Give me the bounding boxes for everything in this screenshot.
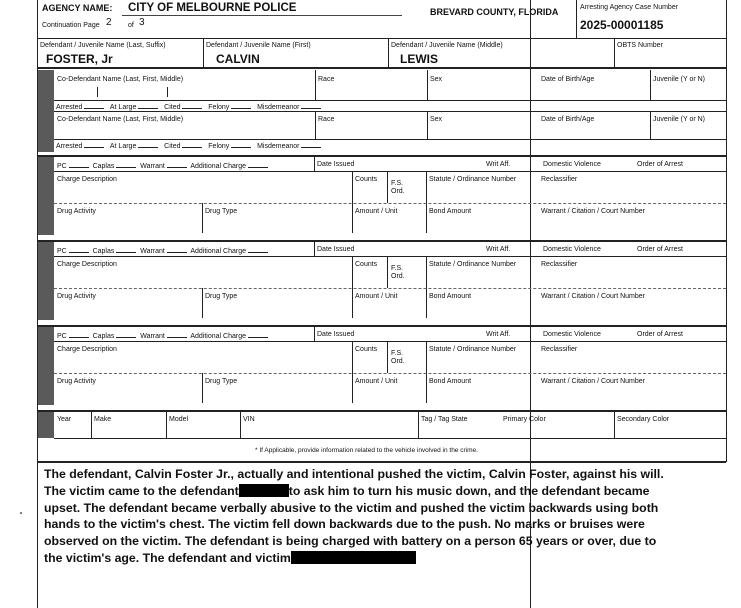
counts-label: Counts [355,176,378,183]
fs-label-3: F.S. [391,350,404,357]
charge1-type-row [57,161,268,170]
charge3-divider-statute [426,341,427,403]
narrative-text [44,466,724,567]
codefendant-name-label-2: Co-Defendant Name (Last, First, Middle) [57,116,184,123]
domestic-violence-label: Domestic Violence [543,161,601,168]
bond-amount-label-3: Bond Amount [429,378,472,385]
codefendant-sex-label: Sex [430,76,443,83]
domestic-violence-label-3: Domestic Violence [543,331,601,338]
county-label: BREVARD COUNTY, FLORIDA [430,7,559,17]
charge2-drug-rule [54,288,726,289]
charge2-type-row [57,246,268,255]
defendant-middle-label: Defendant / Juvenile Name (Middle) [391,42,503,49]
defendant-middle-value: LEWIS [400,52,438,66]
bond-amount-label-2: Bond Amount [429,293,472,300]
charge1-sidebar [38,157,54,235]
capias-blank-2 [116,246,136,253]
charge2-divider-drugtype [202,288,203,318]
case-number-divider [576,0,577,38]
charge-description-label-2: Charge Description [57,261,117,268]
drug-activity-label-2: Drug Activity [57,293,96,300]
cd-divider-race [315,70,316,100]
bond-amount-label: Bond Amount [429,208,472,215]
vehicle-year-label: Year [57,416,72,423]
capias-label-3: Caplas [92,333,115,340]
agency-underline [122,15,402,16]
vehicle-divider-vin [240,412,241,438]
vehicle-primary-color-label: Primary Color [503,416,546,423]
charge1-divider-date [314,157,315,171]
order-of-arrest-label-2: Order of Arrest [637,246,683,253]
additional-blank [248,161,268,168]
codefendant-juvenile-label-2: Juvenile (Y or N) [653,116,706,123]
order-of-arrest-label: Order of Arrest [637,161,683,168]
charge3-sidebar [38,327,54,405]
charge2-top-rule [37,240,726,242]
vehicle-make-label: Make [94,416,112,423]
misdemeanor-label: Misdemeanor [257,104,300,111]
arrested-label: Arrested [56,104,83,111]
defendant-divider-1 [203,38,204,67]
counts-label-3: Counts [355,346,378,353]
narrative-line-4: hands to the victim's chest. The victim fell down backwards due to the push. No marks or bruises were [44,517,645,532]
pc-blank [69,161,89,168]
vehicle-vin-label: VIN [243,416,255,423]
codefendant-race-label: Race [318,76,335,83]
page-total: 3 [139,17,145,28]
date-issued-label-3: Date Issued [317,331,355,338]
misdemeanor-label-2: Misdemeanor [257,143,300,150]
cd2-divider-sex [427,111,428,139]
domestic-violence-label-2: Domestic Violence [543,246,601,253]
narrative-top-rule [37,461,726,463]
cited-label: Cited [164,104,181,111]
narrative-line-6a: the victim's age. The defendant and victim [44,550,291,565]
charge3-divider-date [314,327,315,341]
form-right-border [726,0,727,462]
vehicle-divider-model [166,412,167,438]
case-number-value: 2025-00001185 [580,18,664,32]
felony-label-2: Felony [208,143,230,150]
charge3-divider-fs [387,341,388,373]
order-of-arrest-label-3: Order of Arrest [637,331,683,338]
cd-name-tick-2 [167,87,168,97]
arrested-blank-2 [84,141,104,148]
defendant-last-value: FOSTER, Jr [46,52,113,66]
defendant-first-label: Defendant / Juvenile Name (First) [206,42,311,49]
amount-unit-label-2: Amount / Unit [355,293,398,300]
charge-description-label: Charge Description [57,176,117,183]
pc-blank-2 [69,246,89,253]
charge2-divider-counts [352,256,353,288]
warrant-citation-label: Warrant / Citation / Court Number [541,208,645,215]
drug-type-label-2: Drug Type [205,293,238,300]
cd-divider-sex [427,70,428,100]
cd-status-rule [54,100,726,101]
capias-label: Caplas [92,163,115,170]
charge1-divider-statute [426,171,427,233]
statute-label: Statute / Ordinance Number [429,176,517,183]
codefendant-race-label-2: Race [318,116,335,123]
vehicle-divider-secondary [614,412,615,438]
charge2-divider-fs [387,256,388,288]
pc-label-3: PC [57,333,67,340]
additional-blank-2 [248,246,268,253]
felony-blank-2 [231,141,251,148]
redaction-box-2 [291,551,416,564]
codefendant-status-row-2 [56,141,321,150]
defendant-top-rule [37,38,726,39]
drug-type-label-3: Drug Type [205,378,238,385]
pc-blank-3 [69,331,89,338]
narrative-line-1: The defendant, Calvin Foster Jr., actually and intentional pushed the victim, Calvin Foster, against his will. [44,467,664,481]
charge3-divider-amount [352,373,353,403]
cited-blank-2 [182,141,202,148]
statute-label-3: Statute / Ordinance Number [429,346,517,353]
cited-label-2: Cited [164,143,181,150]
additional-charge-label: Additional Charge [190,163,246,170]
warrant-label: Warrant [140,163,165,170]
codefendant-sex-label-2: Sex [430,116,443,123]
charge1-divider-counts [352,171,353,203]
cd2-divider-race [315,111,316,139]
vehicle-top-rule [37,410,726,412]
charge-description-label-3: Charge Description [57,346,117,353]
cd2-status-rule [54,139,726,140]
felony-label: Felony [208,104,230,111]
warrant-label-3: Warrant [140,333,165,340]
vehicle-note-rule [54,438,726,439]
charge3-desc-rule [54,341,726,342]
date-issued-label-2: Date Issued [317,246,355,253]
charge1-top-rule [37,155,726,157]
charge1-divider-fs [387,171,388,203]
codefendant-sidebar [38,70,54,152]
cd-name-tick-1 [97,87,98,97]
drug-activity-label: Drug Activity [57,208,96,215]
atlarge-blank-2 [138,141,158,148]
codefendant-name-label: Co-Defendant Name (Last, First, Middle) [57,76,184,83]
additional-charge-label-2: Additional Charge [190,248,246,255]
warrant-blank-2 [167,246,187,253]
codefendant-top-rule [37,67,726,69]
codefendant-dob-label: Date of Birth/Age [541,76,595,83]
ord-label: Ord. [391,188,405,195]
date-issued-label: Date Issued [317,161,355,168]
atlarge-label-2: At Large [109,143,137,150]
codefendant-status-row [56,102,321,111]
misdemeanor-blank [301,102,321,109]
charge1-drug-rule [54,203,726,204]
amount-unit-label: Amount / Unit [355,208,398,215]
vehicle-model-label: Model [169,416,189,423]
redaction-box-1 [239,484,289,497]
vehicle-divider-make [91,412,92,438]
cd2-divider-juvenile [650,111,651,139]
obts-number-label: OBTS Number [617,42,663,49]
capias-blank-3 [116,331,136,338]
vehicle-secondary-color-label: Secondary Color [617,416,670,423]
atlarge-label: At Large [109,104,137,111]
amount-unit-label-3: Amount / Unit [355,378,398,385]
pc-label-2: PC [57,248,67,255]
narrative-line-2 [44,483,724,500]
charge3-type-row [57,331,268,340]
charge2-divider-amount [352,288,353,318]
charge2-sidebar [38,242,54,320]
vehicle-sidebar [38,412,54,438]
defendant-divider-3 [614,38,615,67]
warrant-blank-3 [167,331,187,338]
additional-charge-label-3: Additional Charge [190,333,246,340]
narrative-line-3: upset. The defendant became verbally abusive to the victim and pushed the victim backwards using both [44,500,659,515]
counts-label-2: Counts [355,261,378,268]
writ-aff-label-3: Writ Aff. [486,331,511,338]
charge3-divider-drugtype [202,373,203,403]
drug-type-label: Drug Type [205,208,238,215]
fs-label: F.S. [391,180,404,187]
reclassifier-label: Reclassifier [541,176,578,183]
codefendant-dob-label-2: Date of Birth/Age [541,116,595,123]
charge3-drug-rule [54,373,726,374]
warrant-citation-label-3: Warrant / Citation / Court Number [541,378,645,385]
reclassifier-label-3: Reclassifier [541,346,578,353]
fs-label-2: F.S. [391,265,404,272]
page-of-label: of [128,22,134,29]
capias-label-2: Caplas [92,248,115,255]
case-number-label: Arresting Agency Case Number [580,4,679,11]
narrative-line-5: observed on the victim. The defendant is being charged with battery on a person 65 years or over, due to [44,534,657,549]
warrant-blank [167,161,187,168]
codefendant-split-rule [54,111,726,112]
arrested-label-2: Arrested [56,143,83,150]
scan-speck [20,512,22,514]
defendant-last-label: Defendant / Juvenile Name (Last, Suffix) [40,42,166,49]
misdemeanor-blank-2 [301,141,321,148]
narrative-line-6 [44,550,724,567]
charge2-divider-statute [426,256,427,318]
atlarge-blank [138,102,158,109]
ord-label-2: Ord. [391,273,405,280]
defendant-divider-2 [388,38,389,67]
cited-blank [182,102,202,109]
pc-label: PC [57,163,67,170]
continuation-label: Continuation Page [42,22,100,29]
charge1-divider-amount [352,203,353,233]
cd-divider-juvenile [650,70,651,100]
agency-name-label: AGENCY NAME: [42,3,113,13]
codefendant-juvenile-label: Juvenile (Y or N) [653,76,706,83]
arrested-blank [84,102,104,109]
drug-activity-label-3: Drug Activity [57,378,96,385]
charge1-desc-rule [54,171,726,172]
vehicle-footnote: * If Applicable, provide information related to the vehicle involved in the crime. [255,447,478,454]
ord-label-3: Ord. [391,358,405,365]
writ-aff-label-2: Writ Aff. [486,246,511,253]
agency-name-value: CITY OF MELBOURNE POLICE [128,2,297,14]
charge2-divider-date [314,242,315,256]
charge3-divider-counts [352,341,353,373]
writ-aff-label: Writ Aff. [486,161,511,168]
narrative-line-2a: The victim came to the defendant [44,483,239,498]
additional-blank-3 [248,331,268,338]
reclassifier-label-2: Reclassifier [541,261,578,268]
page-current: 2 [106,17,112,28]
charge3-top-rule [37,325,726,327]
warrant-label-2: Warrant [140,248,165,255]
charge2-desc-rule [54,256,726,257]
vehicle-tag-label: Tag / Tag State [421,416,468,423]
warrant-citation-label-2: Warrant / Citation / Court Number [541,293,645,300]
felony-blank [231,102,251,109]
capias-blank [116,161,136,168]
defendant-first-value: CALVIN [216,52,260,66]
narrative-line-2b: to ask him to turn his music down, and the defendant became [288,483,650,498]
vehicle-divider-tag [418,412,419,438]
charge1-divider-drugtype [202,203,203,233]
statute-label-2: Statute / Ordinance Number [429,261,517,268]
